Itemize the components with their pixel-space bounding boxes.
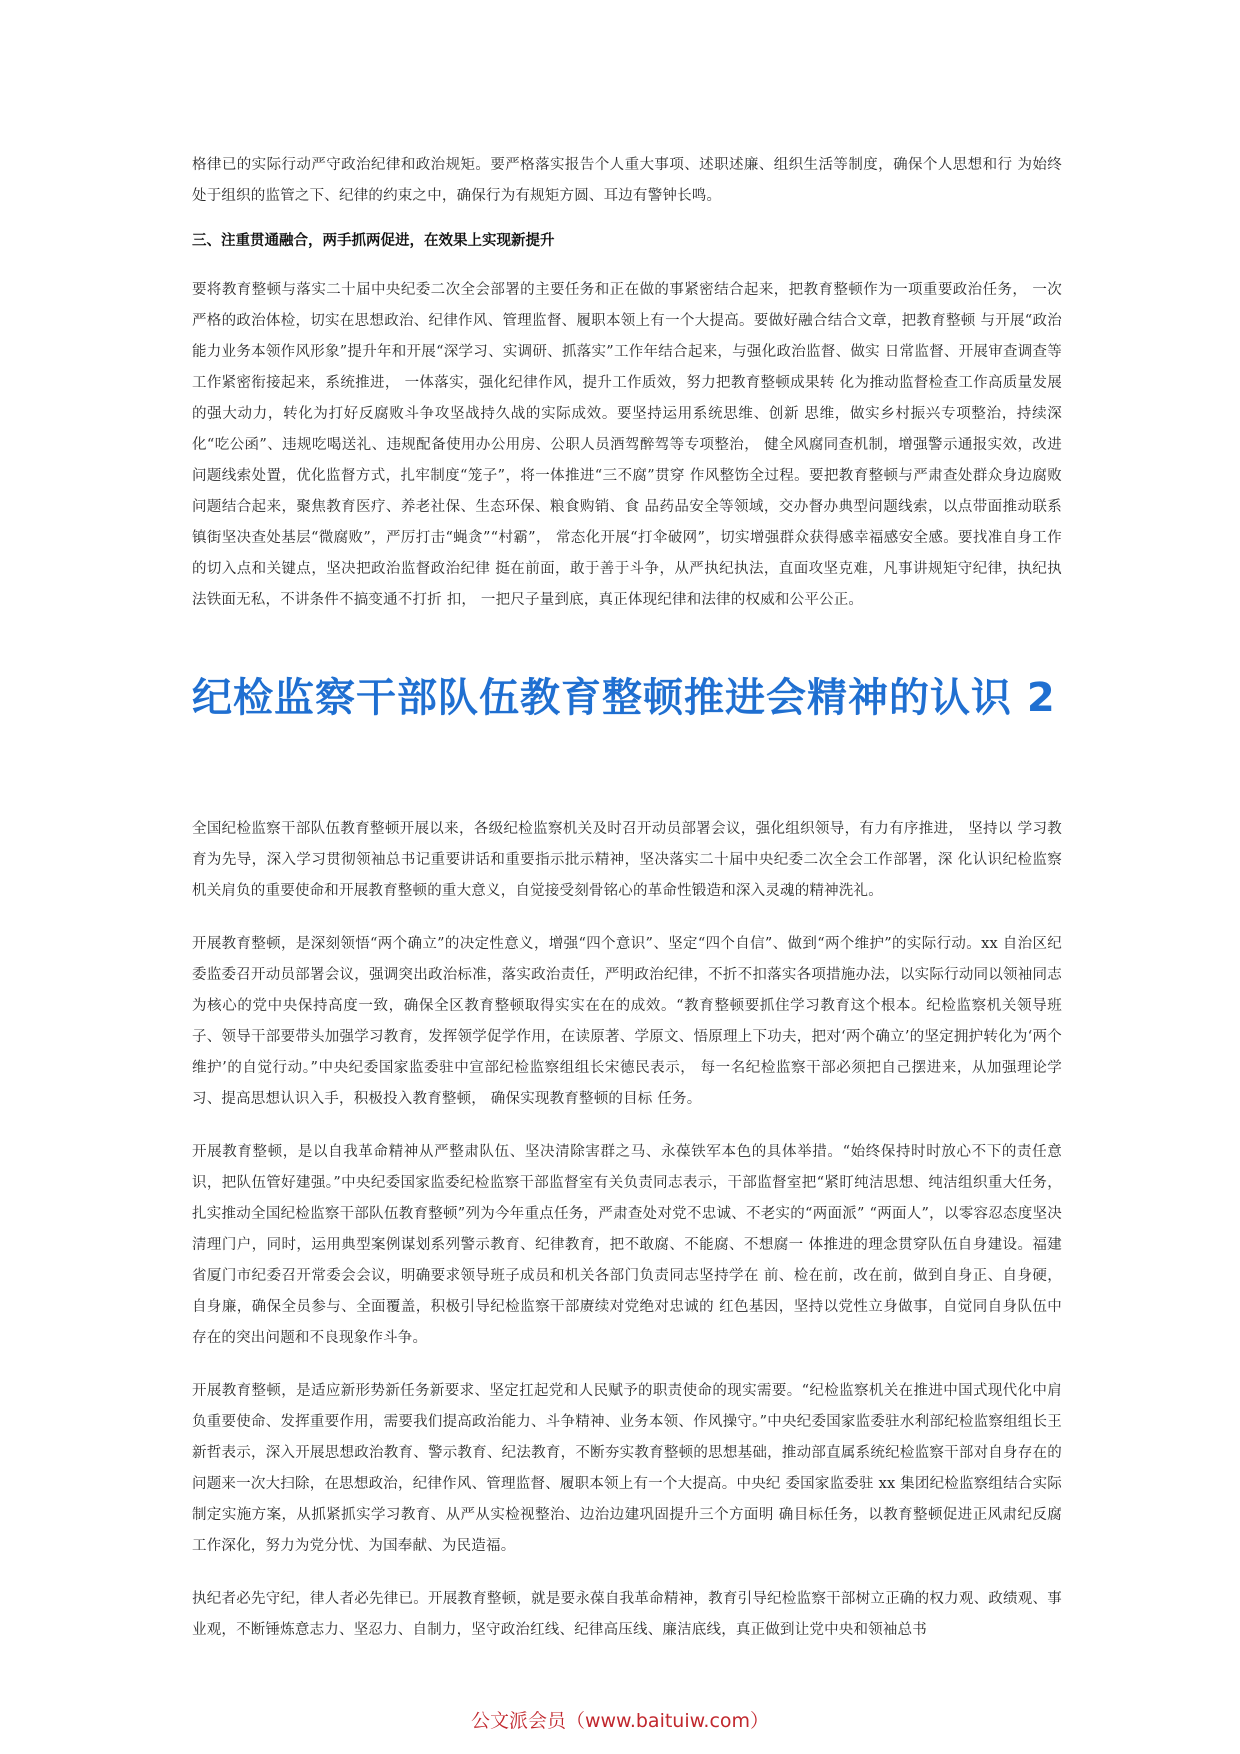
document-page xyxy=(192,150,1062,1668)
footer-watermark: 公文派会员（www.baituiw.com） xyxy=(470,1710,770,1732)
section-heading: 三、注重贯通融合，两手抓两促进，在效果上实现新提升 xyxy=(192,233,555,249)
body-paragraph: 开展教育整顿，是以自我革命精神从严整肃队伍、坚决清除害群之马、永葆铁军本色的具体举措。“始终保持时时放心不下的责任意识，把队伍管好建强。”中央纪委国家监委纪检监察干部监督室有关负责同志表示，干部监督室把“紧盯纯洁思想、纯洁组织重大任务，扎实推动全国纪检监察干部队伍教育整顿”列为今年重点任务，严肃查处对党不忠诚、不老实的“两面派” “两面人”，以零容忍态度坚决清理门户，同时，运用典型案例谋划系列警示教育、纪律教育，把不敢腐、不能腐、不想腐一 体推进的理念贯穿队伍自身建设。福建省厦门市纪委召开常委会会议，明确要求领导班子成员和机关各部门负责同志坚持学在 前、检在前，改在前，做到自身正、自身硬，自身廉，确保全员参与、全面覆盖，积极引导纪检监察干部赓续对党绝对忠诚的 红色基因，坚持以党性立身做事，自觉同自身队伍中存在的突出问题和不良现象作斗争。 xyxy=(192,1144,1062,1346)
body-paragraph: 执纪者必先守纪，律人者必先律已。开展教育整顿，就是要永葆自我革命精神，教育引导纪检监察干部树立正确的权力观、政绩观、事业观，不断锤炼意志力、坚忍力、自制力，坚守政治红线、纪律高压线、廉洁底线，真正做到让党中央和领袖总书 xyxy=(192,1591,1062,1638)
section-paragraph: 要将教育整顿与落实二十届中央纪委二次全会部署的主要任务和正在做的事紧密结合起来，把教育整顿作为一项重要政治任务， 一次严格的政治体检，切实在思想政治、纪律作风、管理监督、履职本领上有一个大提高。要做好融合结合文章，把教育整顿 与开展“政治能力业务本领作风形象”提升年和开展“深学习、实调研、抓落实”工作年结合起来，与强化政治监督、做实 日常监督、开展审查调查等工作紧密衔接起来，系统推进， 一体落实，强化纪律作风，提升工作质效，努力把教育整顿成果转 化为推动监督检查工作高质量发展的强大动力，转化为打好反腐败斗争攻坚战持久战的实际成效。要坚持运用系统思维、创新 思维，做实乡村振兴专项整治，持续深化“吃公函”、违规吃喝送礼、违规配备使用办公用房、公职人员酒驾醉驾等专项整治， 健全风腐同查机制，增强警示通报实效，改进问题线索处置，优化监督方式，扎牢制度“笼子”，将一体推进“三不腐”贯穿 作风整饬全过程。要把教育整顿与严肃查处群众身边腐败问题结合起来，聚焦教育医疗、养老社保、生态环保、粮食购销、食 品药品安全等领域，交办督办典型问题线索，以点带面推动联系镇街坚决查处基层“微腐败”，严厉打击“蝇贪”“村霸”， 常态化开展“打伞破网”，切实增强群众获得感幸福感安全感。要找准自身工作的切入点和关键点，坚决把政治监督政治纪律 挺在前面，敢于善于斗争，从严执纪执法，直面攻坚克难，凡事讲规矩守纪律，执纪执法铁面无私，不讲条件不搞变通不打折 扣， 一把尺子量到底，真正体现纪律和法律的权威和公平公正。 xyxy=(192,282,1062,608)
body-paragraph: 开展教育整顿，是深刻领悟“两个确立”的决定性意义，增强“四个意识”、坚定“四个自信”、做到“两个维护”的实际行动。xx 自治区纪委监委召开动员部署会议，强调突出政治标准，落实政治责任，严明政治纪律，不折不扣落实各项措施办法，以实际行动同以领袖同志为核心的党中央保持高度一致，确保全区教育整顿取得实实在在的成效。“教育整顿要抓住学习教育这个根本。纪检监察机关领导班子、领导干部要带头加强学习教育，发挥领学促学作用，在读原著、学原文、悟原理上下功夫，把对‘两个确立’的坚定拥护转化为‘两个维护’的自觉行动。”中央纪委国家监委驻中宣部纪检监察组组长宋德民表示， 每一名纪检监察干部必须把自己摆进来，从加强理论学习、提高思想认识入手，积极投入教育整顿， 确保实现教育整顿的目标 任务。 xyxy=(192,936,1062,1107)
body-paragraph: 开展教育整顿，是适应新形势新任务新要求、坚定扛起党和人民赋予的职责使命的现实需要。“纪检监察机关在推进中国式现代化中肩负重要使命、发挥重要作用，需要我们提高政治能力、斗争精神、业务本领、作风操守。”中央纪委国家监委驻水利部纪检监察组组长王新哲表示，深入开展思想政治教育、警示教育、纪法教育，不断夯实教育整顿的思想基础，推动部直属系统纪检监察干部对自身存在的问题来一次大扫除，在思想政治，纪律作风、管理监督、履职本领上有一个大提高。中央纪 委国家监委驻 xx 集团纪检监察组结合实际制定实施方案，从抓紧抓实学习教育、从严从实检视整治、边治边建巩固提升三个方面明 确目标任务，以教育整顿促进正风肃纪反腐工作深化，努力为党分忧、为国奉献、为民造福。 xyxy=(192,1383,1062,1554)
document-title: 纪检监察干部队伍教育整顿推进会精神的认识 2 xyxy=(192,675,1056,721)
body-paragraph: 全国纪检监察干部队伍教育整顿开展以来，各级纪检监察机关及时召开动员部署会议，强化组织领导，有力有序推进， 坚持以 学习教育为先导，深入学习贯彻领袖总书记重要讲话和重要指示批示精神，坚决落实二十届中央纪委二次全会工作部署，深 化认识纪检监察机关肩负的重要使命和开展教育整顿的重大意义，自觉接受刻骨铭心的革命性锻造和深入灵魂的精神洗礼。 xyxy=(192,821,1062,899)
intro-paragraph: 格律已的实际行动严守政治纪律和政治规矩。要严格落实报告个人重大事项、述职述廉、组织生活等制度，确保个人思想和行 为始终处于组织的监管之下、纪律的约束之中，确保行为有规矩方圆、耳边有警钟长鸣。 xyxy=(192,157,1062,204)
